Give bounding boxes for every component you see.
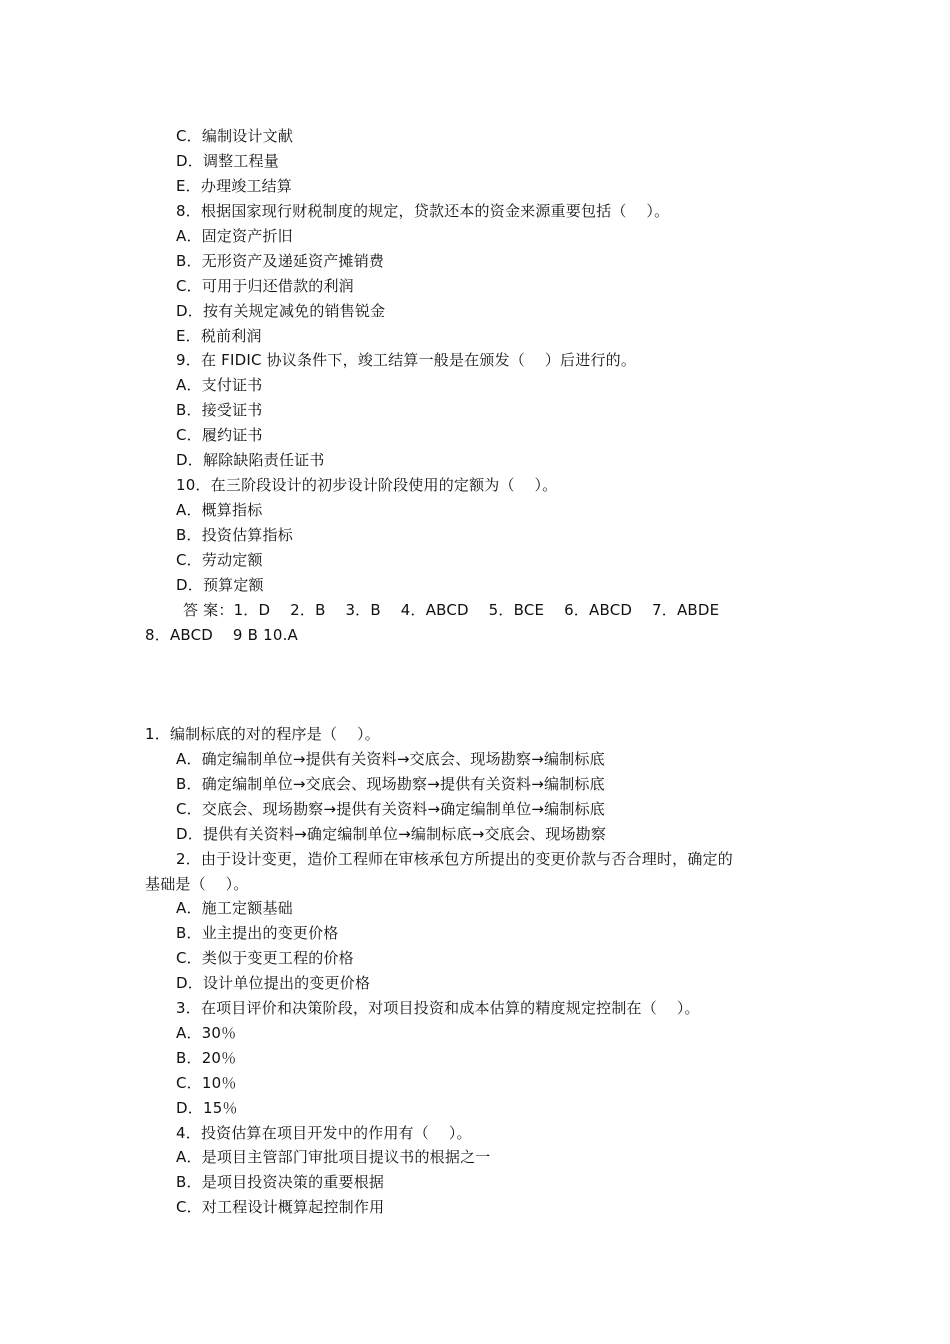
- option-line: D．调整工程量: [176, 152, 279, 170]
- option-line: B．业主提出的变更价格: [176, 924, 339, 942]
- option-line: C．交底会、现场勘察→提供有关资料→确定编制单位→编制标底: [176, 800, 605, 818]
- option-line: D．提供有关资料→确定编制单位→编制标底→交底会、现场勘察: [176, 825, 607, 843]
- question-line: 3．在项目评价和决策阶段，对项目投资和成本估算的精度规定控制在（ ）。: [176, 999, 700, 1017]
- option-line: A．是项目主管部门审批项目提议书的根据之一: [176, 1148, 491, 1166]
- question-line: 10．在三阶段设计的初步设计阶段使用的定额为（ ）。: [176, 476, 558, 494]
- option-line: A．概算指标: [176, 501, 263, 519]
- option-line: B．接受证书: [176, 401, 263, 419]
- option-line: A．施工定额基础: [176, 899, 293, 917]
- answer-key-line: 8．ABCD 9 B 10.A: [145, 626, 299, 644]
- option-line: D．预算定额: [176, 576, 264, 594]
- option-line: A．确定编制单位→提供有关资料→交底会、现场勘察→编制标底: [176, 750, 605, 768]
- option-line: B．20％: [176, 1049, 237, 1067]
- option-line: A．支付证书: [176, 376, 263, 394]
- option-line: C．履约证书: [176, 426, 263, 444]
- question-line: 基础是（ ）。: [145, 875, 249, 893]
- option-line: B．是项目投资决策的重要根据: [176, 1173, 385, 1191]
- option-line: D．设计单位提出的变更价格: [176, 974, 371, 992]
- option-line: D．15％: [176, 1099, 238, 1117]
- option-line: C．类似于变更工程的价格: [176, 949, 354, 967]
- question-line: 1．编制标底的对的程序是（ ）。: [145, 725, 380, 743]
- option-line: B．无形资产及递延资产摊销费: [176, 252, 385, 270]
- option-line: B．确定编制单位→交底会、现场勘察→提供有关资料→编制标底: [176, 775, 605, 793]
- option-line: C．劳动定额: [176, 551, 263, 569]
- option-line: B．投资估算指标: [176, 526, 293, 544]
- option-line: D．按有关规定减免的销售锐金: [176, 302, 386, 320]
- answer-key-line: 答 案：1．D 2．B 3．B 4．ABCD 5．BCE 6．ABCD 7．ABDE: [183, 601, 720, 619]
- option-line: D．解除缺陷责任证书: [176, 451, 325, 469]
- option-line: C．编制设计文献: [176, 127, 294, 145]
- option-line: E．办理竣工结算: [176, 177, 293, 195]
- option-line: A．30％: [176, 1024, 237, 1042]
- option-line: C．对工程设计概算起控制作用: [176, 1198, 385, 1216]
- option-line: E．税前利润: [176, 327, 262, 345]
- option-line: A．固定资产折旧: [176, 227, 293, 245]
- question-line: 9．在 FIDIC 协议条件下，竣工结算一般是在颁发（ ）后进行的。: [176, 351, 637, 369]
- option-line: C．可用于归还借款的利润: [176, 277, 354, 295]
- question-line: 4．投资估算在项目开发中的作用有（ ）。: [176, 1124, 472, 1142]
- question-line: 8．根据国家现行财税制度的规定，贷款还本的资金来源重要包括（ ）。: [176, 202, 670, 220]
- option-line: C．10％: [176, 1074, 237, 1092]
- question-line: 2．由于设计变更，造价工程师在审核承包方所提出的变更价款与否合理时，确定的: [176, 850, 733, 868]
